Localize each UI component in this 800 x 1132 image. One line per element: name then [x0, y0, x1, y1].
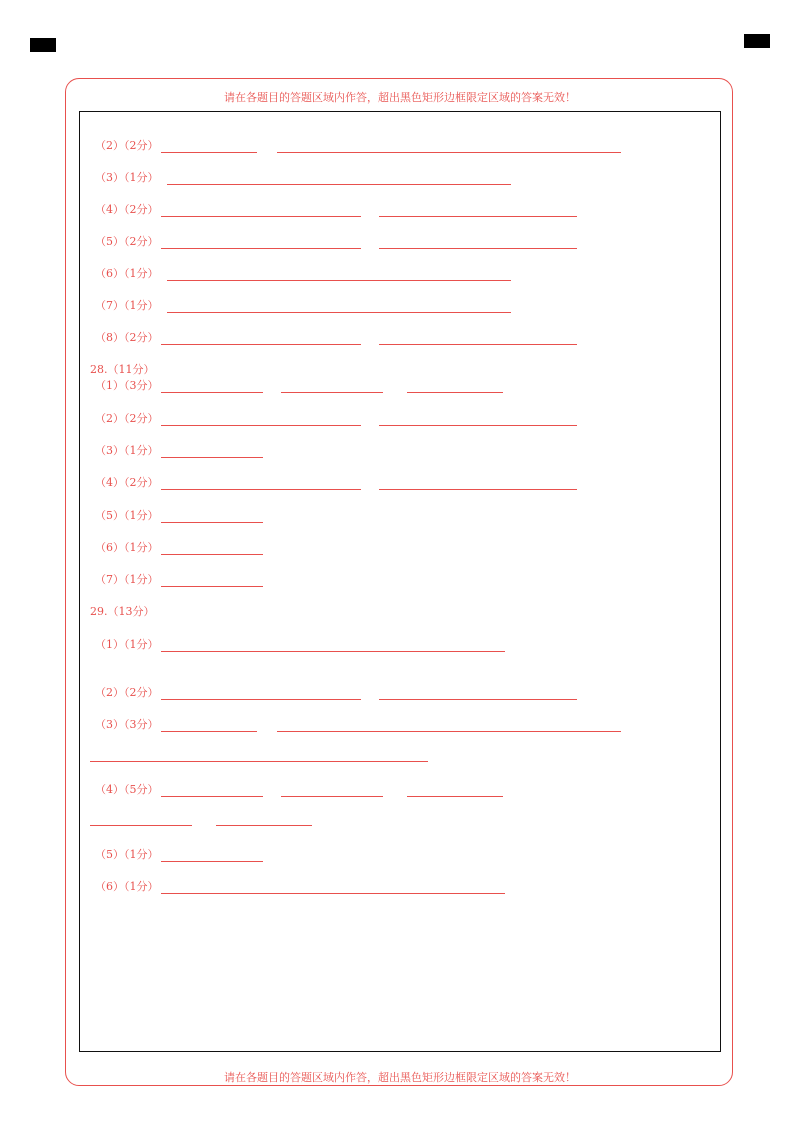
part-label: （2）（2分）	[95, 686, 159, 699]
part-label: （5）（1分）	[95, 848, 159, 861]
blank[interactable]	[167, 302, 511, 313]
blank[interactable]	[161, 382, 263, 393]
part-label: （1）（1分）	[95, 638, 159, 651]
notice-top: 请在各题目的答题区域内作答，超出黑色矩形边框限定区域的答案无效！	[224, 91, 576, 104]
part-label: （3）（3分）	[95, 718, 159, 731]
blank[interactable]	[161, 238, 361, 249]
answer-line-q29-6	[95, 878, 505, 894]
blank-q29-3-continuation[interactable]	[90, 751, 428, 762]
question-heading-29: 29.（13分）	[90, 605, 155, 618]
answer-line-q27-8	[95, 329, 577, 345]
blank[interactable]	[379, 206, 577, 217]
blank[interactable]	[379, 689, 577, 700]
answer-line-q29-4	[95, 781, 503, 797]
answer-line-q29-1	[95, 636, 505, 652]
blank[interactable]	[167, 174, 511, 185]
part-label: （6）（1分）	[95, 541, 159, 554]
blank[interactable]	[379, 479, 577, 490]
part-label: （5）（1分）	[95, 509, 159, 522]
part-label: （4）（2分）	[95, 203, 159, 216]
blank[interactable]	[277, 142, 621, 153]
answer-line-q28-7	[95, 571, 263, 587]
blank-q29-4-continuation-1[interactable]	[90, 815, 192, 826]
part-label: （6）（1分）	[95, 880, 159, 893]
answer-line-q28-6	[95, 539, 263, 555]
part-label: （3）（1分）	[95, 444, 159, 457]
alignment-mark-left	[30, 38, 56, 52]
part-label: （2）（2分）	[95, 412, 159, 425]
answer-line-q27-4	[95, 201, 577, 217]
blank[interactable]	[161, 142, 257, 153]
blank[interactable]	[161, 689, 361, 700]
part-label: （7）（1分）	[95, 573, 159, 586]
notice-bottom: 请在各题目的答题区域内作答，超出黑色矩形边框限定区域的答案无效！	[224, 1071, 576, 1084]
answer-line-q28-2	[95, 410, 577, 426]
blank[interactable]	[161, 415, 361, 426]
answer-line-q27-6	[95, 265, 511, 281]
blank[interactable]	[161, 447, 263, 458]
part-label: （8）（2分）	[95, 331, 159, 344]
blank[interactable]	[161, 721, 257, 732]
part-label: （1）（3分）	[95, 379, 159, 392]
blank-q29-4-continuation-2[interactable]	[216, 815, 312, 826]
answer-line-q29-3	[95, 716, 621, 732]
blank[interactable]	[379, 238, 577, 249]
answer-line-q27-3	[95, 169, 511, 185]
part-label: （4）（5分）	[95, 783, 159, 796]
blank[interactable]	[161, 334, 361, 345]
blank[interactable]	[161, 851, 263, 862]
answer-line-q27-2	[95, 137, 621, 153]
alignment-mark-right	[744, 34, 770, 48]
part-label: （3）（1分）	[95, 171, 159, 184]
blank[interactable]	[281, 786, 383, 797]
blank[interactable]	[161, 786, 263, 797]
part-label: （4）（2分）	[95, 476, 159, 489]
answer-line-q29-2	[95, 684, 577, 700]
blank[interactable]	[281, 382, 383, 393]
blank[interactable]	[161, 883, 505, 894]
blank[interactable]	[161, 206, 361, 217]
answer-line-q29-5	[95, 846, 263, 862]
blank[interactable]	[167, 270, 511, 281]
answer-line-q27-7	[95, 297, 511, 313]
answer-line-q28-3	[95, 442, 263, 458]
answer-line-q27-5	[95, 233, 577, 249]
blank[interactable]	[379, 415, 577, 426]
blank[interactable]	[161, 641, 505, 652]
question-heading-28: 28.（11分）	[90, 363, 155, 376]
blank[interactable]	[277, 721, 621, 732]
part-label: （5）（2分）	[95, 235, 159, 248]
part-label: （6）（1分）	[95, 267, 159, 280]
part-label: （2）（2分）	[95, 139, 159, 152]
answer-line-q28-1	[95, 377, 503, 393]
blank[interactable]	[161, 544, 263, 555]
blank[interactable]	[407, 786, 503, 797]
blank[interactable]	[161, 576, 263, 587]
answer-line-q28-4	[95, 474, 577, 490]
answer-line-q28-5	[95, 507, 263, 523]
blank[interactable]	[379, 334, 577, 345]
blank[interactable]	[161, 512, 263, 523]
blank[interactable]	[161, 479, 361, 490]
blank[interactable]	[407, 382, 503, 393]
part-label: （7）（1分）	[95, 299, 159, 312]
